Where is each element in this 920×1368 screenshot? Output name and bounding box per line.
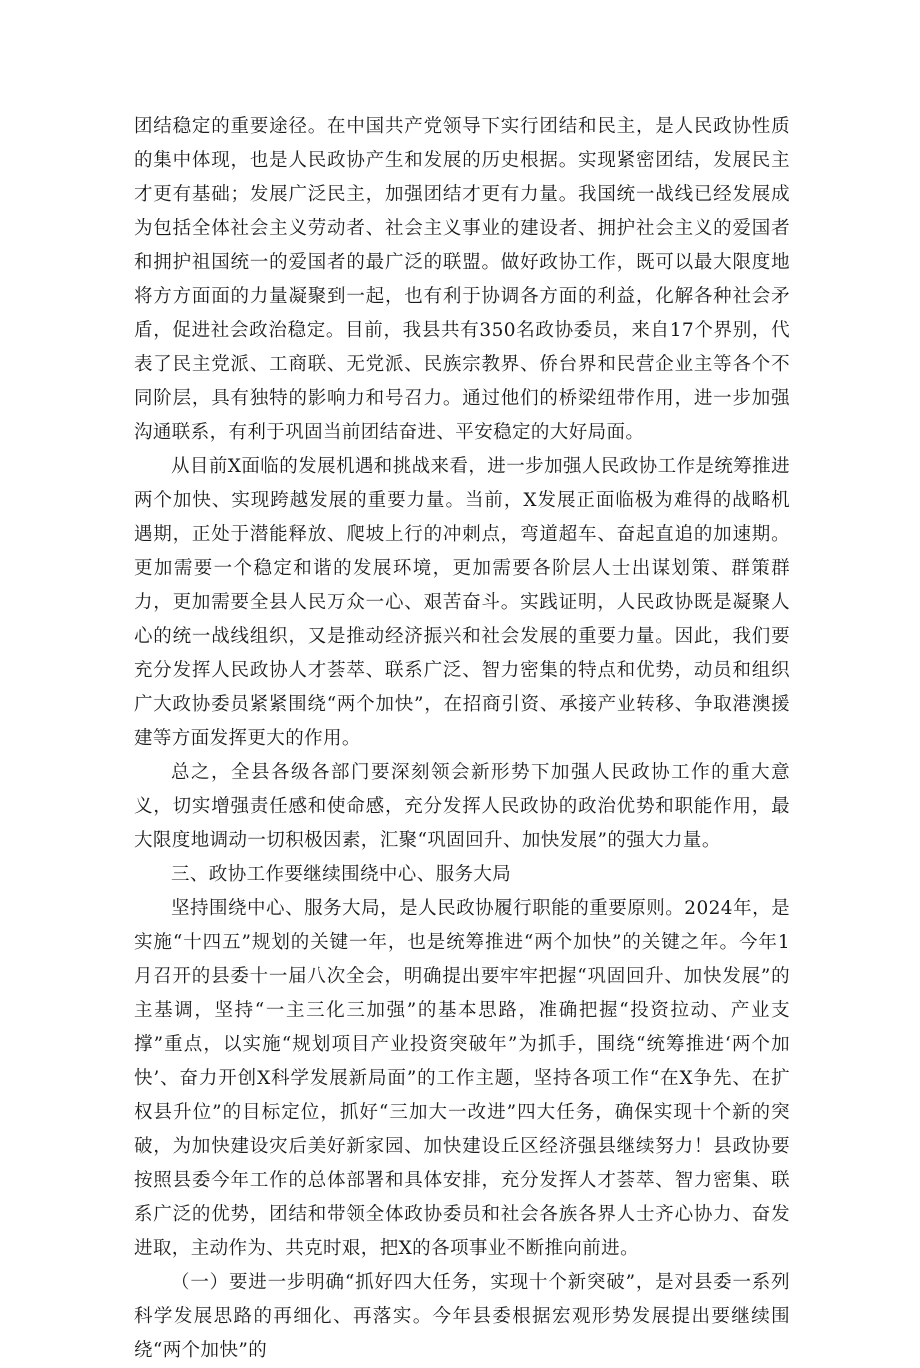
paragraph-2: 从目前X面临的发展机遇和挑战来看，进一步加强人民政协工作是统筹推进两个加快、实现跨越发展的重要力量。当前，X发展正面临极为难得的战略机遇期，正处于潜能释放、爬坡上行的冲刺点，弯道超车、奋起直追的加速期。更加需要一个稳定和谐的发展环境，更加需要各阶层人士出谋划策、群策群力，更加需要全县人民万众一心、艰苦奋斗。实践证明，人民政协既是凝聚人心的统一战线组织，又是推动经济振兴和社会发展的重要力量。因此，我们要充分发挥人民政协人才荟萃、联系广泛、智力密集的特点和优势，动员和组织广大政协委员紧紧围绕“两个加快”，在招商引资、承接产业转移、争取港澳援建等方面发挥更大的作用。 xyxy=(134,456,790,749)
section-heading: 三、政协工作要继续围绕中心、服务大局 xyxy=(171,864,512,885)
paragraph-1: 团结稳定的重要途径。在中国共产党领导下实行团结和民主，是人民政协性质的集中体现，也是人民政协产生和发展的历史根据。实现紧密团结，发展民主才更有基础；发展广泛民主，加强团结才更有力量。我国统一战线已经发展成为包括全体社会主义劳动者、社会主义事业的建设者、拥护社会主义的爱国者和拥护祖国统一的爱国者的最广泛的联盟。做好政协工作，既可以最大限度地将方方面面的力量凝聚到一起，也有利于协调各方面的利益，化解各种社会矛盾，促进社会政治稳定。目前，我县共有350名政协委员，来自17个界别，代表了民主党派、工商联、无党派、民族宗教界、侨台界和民营企业主等各个不同阶层，具有独特的影响力和号召力。通过他们的桥梁纽带作用，进一步加强沟通联系，有利于巩固当前团结奋进、平安稳定的大好局面。 xyxy=(134,116,790,443)
document-body xyxy=(134,110,790,1368)
paragraph-3: 总之，全县各级各部门要深刻领会新形势下加强人民政协工作的重大意义，切实增强责任感和使命感，充分发挥人民政协的政治优势和职能作用，最大限度地调动一切积极因素，汇聚“巩固回升、加快发展”的强大力量。 xyxy=(134,762,790,851)
paragraph-4: 坚持围绕中心、服务大局，是人民政协履行职能的重要原则。2024年，是实施“十四五”规划的关键一年，也是统筹推进“两个加快”的关键之年。今年1月召开的县委十一届八次全会，明确提出要牢牢把握“巩固回升、加快发展”的主基调，坚持“一主三化三加强”的基本思路，准确把握“投资拉动、产业支撑”重点，以实施“规划项目产业投资突破年”为抓手，围绕“统筹推进‘两个加快’、奋力开创X科学发展新局面”的工作主题，坚持各项工作“在X争先、在扩权县升位”的目标定位，抓好“三加大一改进”四大任务，确保实现十个新的突破，为加快建设灾后美好新家园、加快建设丘区经济强县继续努力！县政协要按照县委今年工作的总体部署和具体安排，充分发挥人才荟萃、智力密集、联系广泛的优势，团结和带领全体政协委员和社会各族各界人士齐心协力、奋发进取，主动作为、共克时艰，把X的各项事业不断推向前进。 xyxy=(134,898,790,1259)
paragraph-5: （一）要进一步明确“抓好四大任务，实现十个新突破”，是对县委一系列科学发展思路的再细化、再落实。今年县委根据宏观形势发展提出要继续围绕“两个加快”的 xyxy=(134,1272,790,1361)
